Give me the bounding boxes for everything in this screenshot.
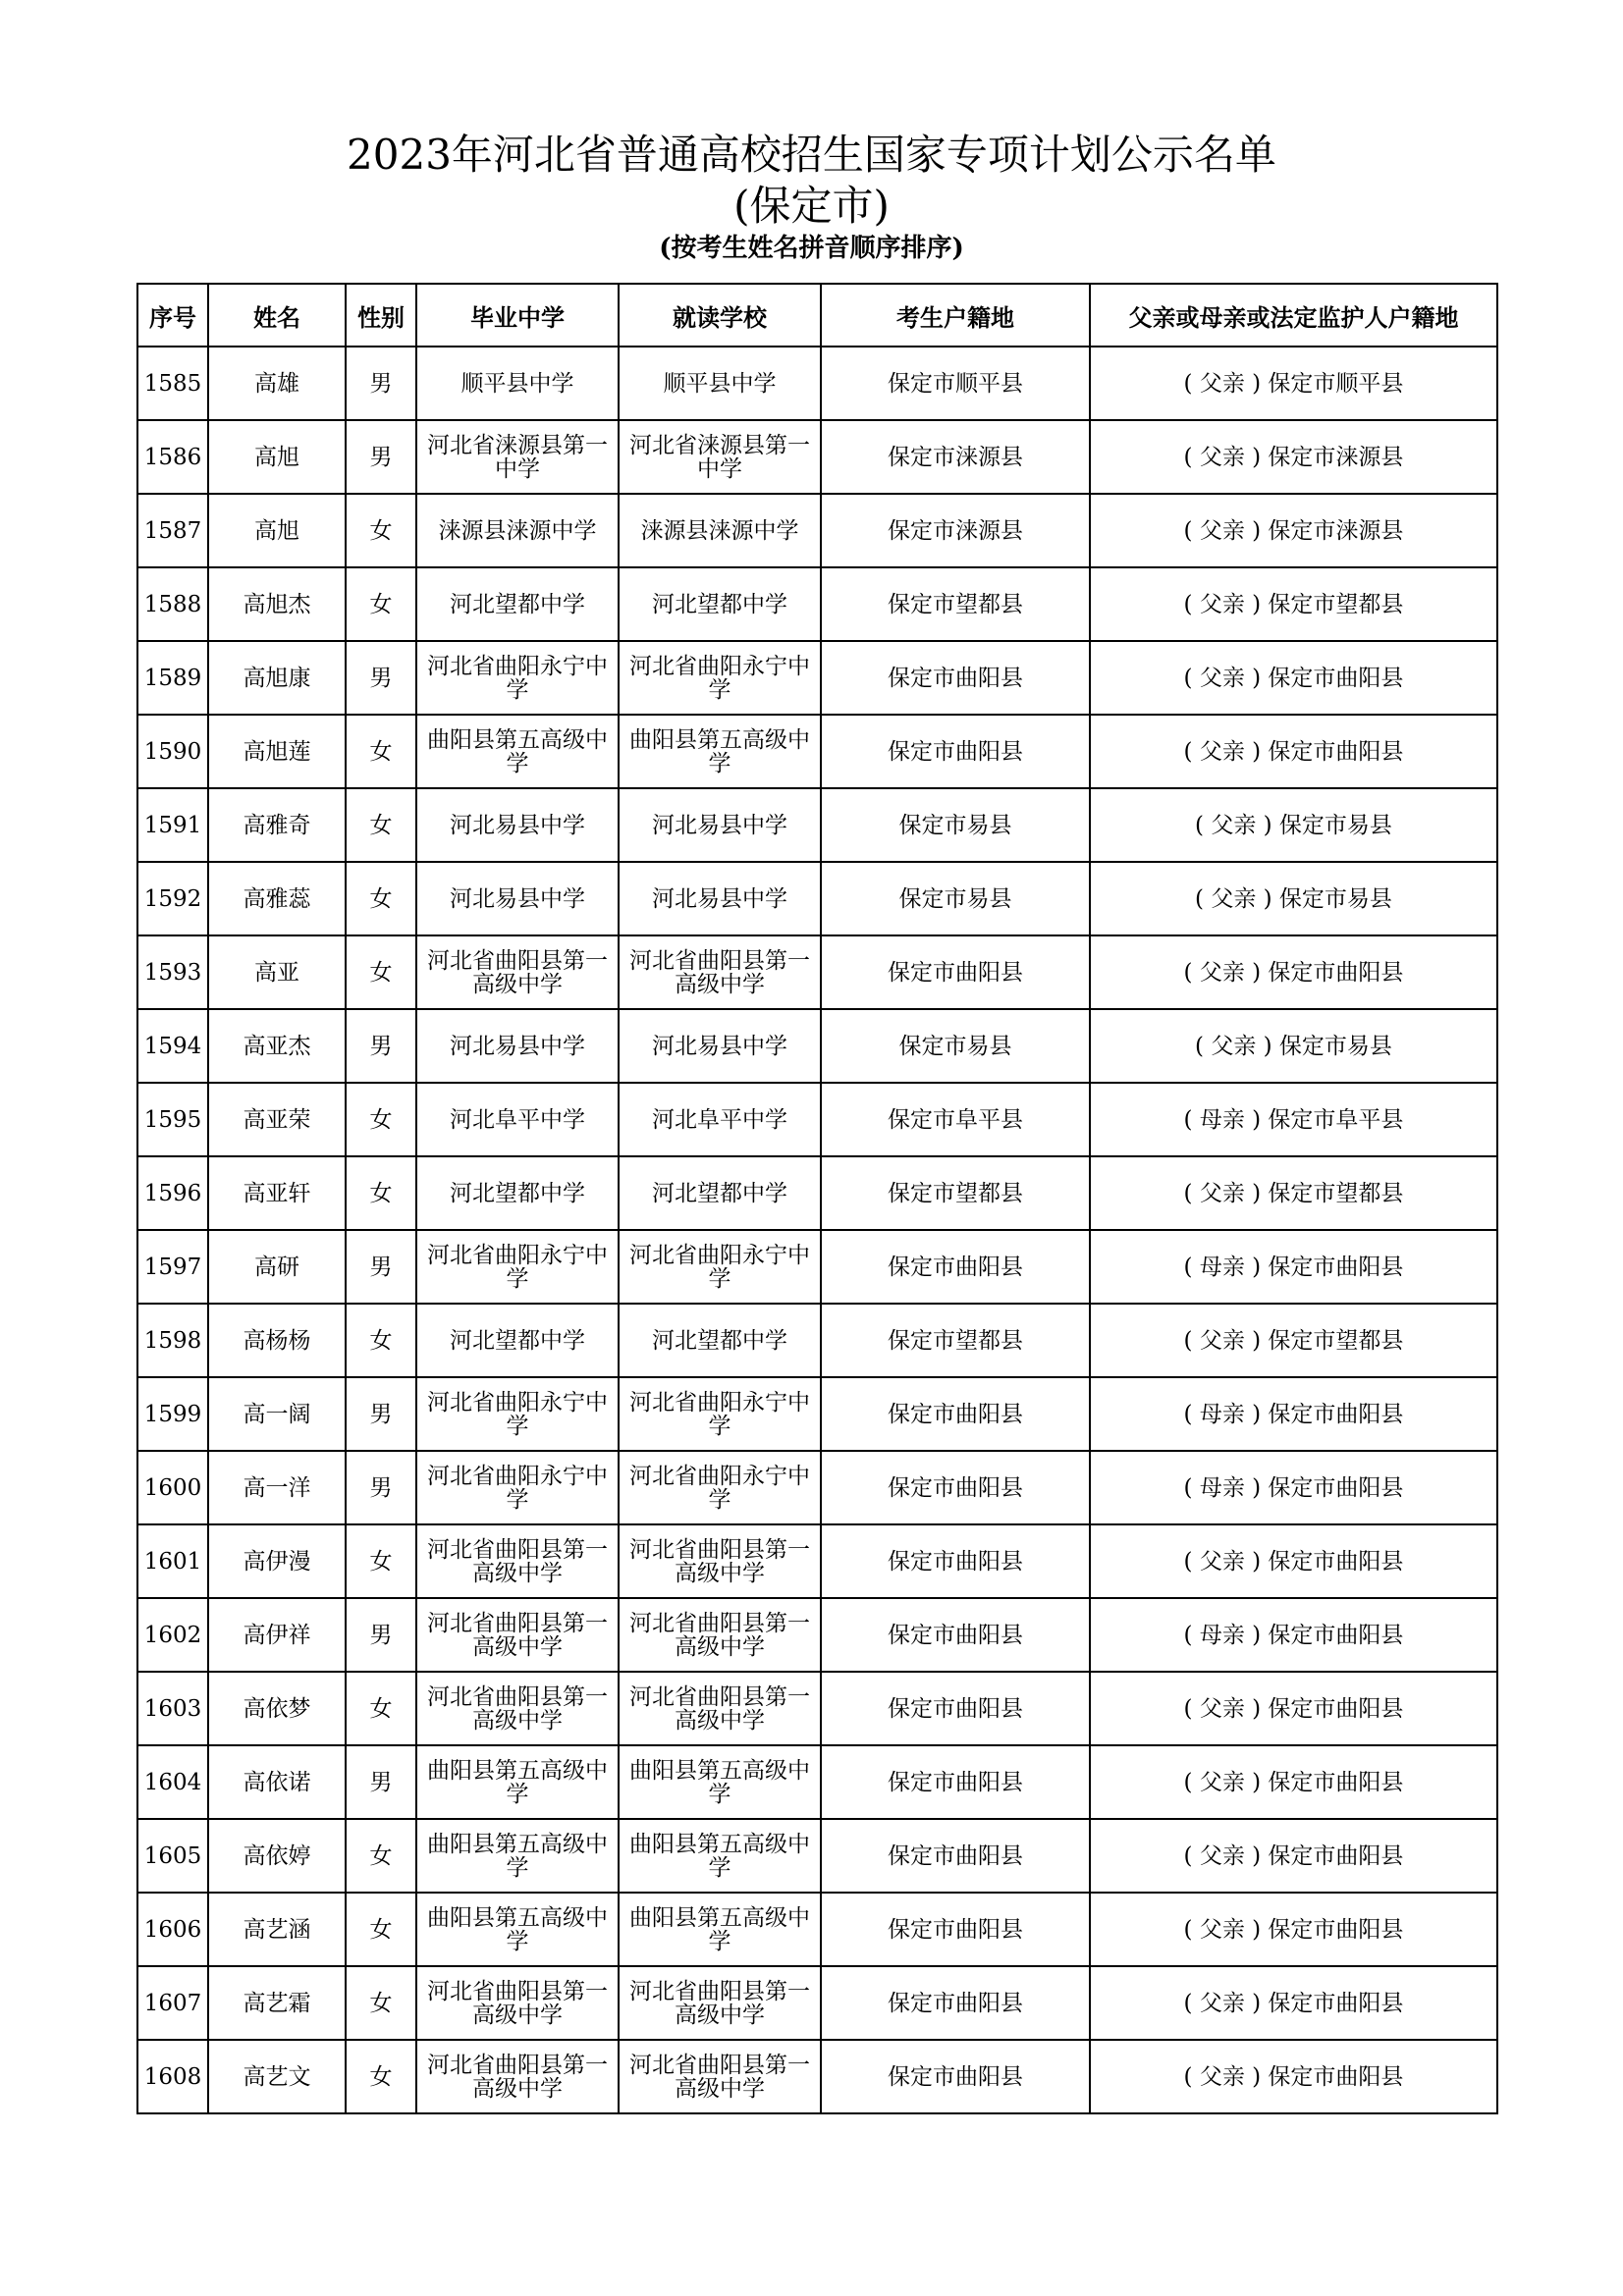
header-gender: 性别 <box>346 284 416 347</box>
table-row <box>137 1819 1497 1893</box>
graduated-school-cell: 河北省曲阳县第一高级中学 <box>416 935 619 1009</box>
seq-cell: 1591 <box>137 788 208 862</box>
household-cell: 保定市曲阳县 <box>821 1230 1090 1304</box>
current-school-cell: 河北省曲阳县第一高级中学 <box>619 935 821 1009</box>
table-row <box>137 1377 1497 1451</box>
seq-cell: 1588 <box>137 567 208 641</box>
household-cell: 保定市望都县 <box>821 1304 1090 1377</box>
graduated-school-cell: 曲阳县第五高级中学 <box>416 1745 619 1819</box>
table-row <box>137 641 1497 715</box>
gender-cell: 男 <box>346 1598 416 1672</box>
guardian-household-cell: ( 父亲 ) 保定市易县 <box>1090 1009 1497 1083</box>
graduated-school-cell: 河北易县中学 <box>416 862 619 935</box>
name-cell: 高杨杨 <box>208 1304 346 1377</box>
gender-cell: 男 <box>346 1230 416 1304</box>
guardian-household-cell: ( 父亲 ) 保定市曲阳县 <box>1090 715 1497 788</box>
guardian-household-cell: ( 父亲 ) 保定市望都县 <box>1090 1156 1497 1230</box>
household-cell: 保定市易县 <box>821 862 1090 935</box>
household-cell: 保定市望都县 <box>821 1156 1090 1230</box>
name-cell: 高艺霜 <box>208 1966 346 2040</box>
current-school-cell: 顺平县中学 <box>619 347 821 420</box>
guardian-household-cell: ( 母亲 ) 保定市曲阳县 <box>1090 1598 1497 1672</box>
graduated-school-cell: 河北易县中学 <box>416 788 619 862</box>
seq-cell: 1593 <box>137 935 208 1009</box>
graduated-school-cell: 河北省曲阳县第一高级中学 <box>416 2040 619 2113</box>
gender-cell: 男 <box>346 1377 416 1451</box>
guardian-household-cell: ( 父亲 ) 保定市曲阳县 <box>1090 1524 1497 1598</box>
seq-cell: 1586 <box>137 420 208 494</box>
table-row <box>137 347 1497 420</box>
table-row <box>137 715 1497 788</box>
table-row <box>137 1156 1497 1230</box>
gender-cell: 男 <box>346 1009 416 1083</box>
guardian-household-cell: ( 母亲 ) 保定市曲阳县 <box>1090 1377 1497 1451</box>
name-cell: 高旭莲 <box>208 715 346 788</box>
current-school-cell: 曲阳县第五高级中学 <box>619 1819 821 1893</box>
name-cell: 高伊祥 <box>208 1598 346 1672</box>
name-cell: 高艺涵 <box>208 1893 346 1966</box>
table-row <box>137 1598 1497 1672</box>
graduated-school-cell: 河北望都中学 <box>416 1304 619 1377</box>
name-cell: 高艺文 <box>208 2040 346 2113</box>
guardian-household-cell: ( 父亲 ) 保定市曲阳县 <box>1090 935 1497 1009</box>
household-cell: 保定市曲阳县 <box>821 641 1090 715</box>
guardian-household-cell: ( 父亲 ) 保定市曲阳县 <box>1090 1672 1497 1745</box>
current-school-cell: 河北省曲阳县第一高级中学 <box>619 1672 821 1745</box>
table-row <box>137 935 1497 1009</box>
gender-cell: 男 <box>346 347 416 420</box>
name-cell: 高一阔 <box>208 1377 346 1451</box>
household-cell: 保定市曲阳县 <box>821 1377 1090 1451</box>
name-cell: 高亚轩 <box>208 1156 346 1230</box>
table-header <box>137 284 1497 347</box>
household-cell: 保定市曲阳县 <box>821 1451 1090 1524</box>
seq-cell: 1606 <box>137 1893 208 1966</box>
gender-cell: 男 <box>346 1451 416 1524</box>
seq-cell: 1603 <box>137 1672 208 1745</box>
header-graduated-school: 毕业中学 <box>416 284 619 347</box>
current-school-cell: 曲阳县第五高级中学 <box>619 1893 821 1966</box>
table-row <box>137 1745 1497 1819</box>
current-school-cell: 河北望都中学 <box>619 567 821 641</box>
household-cell: 保定市曲阳县 <box>821 935 1090 1009</box>
graduated-school-cell: 河北省曲阳永宁中学 <box>416 1451 619 1524</box>
name-cell: 高伊漫 <box>208 1524 346 1598</box>
gender-cell: 女 <box>346 1819 416 1893</box>
graduated-school-cell: 曲阳县第五高级中学 <box>416 1819 619 1893</box>
gender-cell: 女 <box>346 862 416 935</box>
guardian-household-cell: ( 父亲 ) 保定市曲阳县 <box>1090 1966 1497 2040</box>
name-cell: 高依诺 <box>208 1745 346 1819</box>
current-school-cell: 河北省曲阳县第一高级中学 <box>619 2040 821 2113</box>
seq-cell: 1589 <box>137 641 208 715</box>
current-school-cell: 曲阳县第五高级中学 <box>619 1745 821 1819</box>
current-school-cell: 河北省涞源县第一中学 <box>619 420 821 494</box>
household-cell: 保定市曲阳县 <box>821 1819 1090 1893</box>
gender-cell: 女 <box>346 788 416 862</box>
seq-cell: 1594 <box>137 1009 208 1083</box>
graduated-school-cell: 曲阳县第五高级中学 <box>416 715 619 788</box>
gender-cell: 男 <box>346 420 416 494</box>
seq-cell: 1599 <box>137 1377 208 1451</box>
gender-cell: 男 <box>346 641 416 715</box>
seq-cell: 1605 <box>137 1819 208 1893</box>
guardian-household-cell: ( 父亲 ) 保定市易县 <box>1090 788 1497 862</box>
seq-cell: 1597 <box>137 1230 208 1304</box>
seq-cell: 1587 <box>137 494 208 567</box>
household-cell: 保定市涞源县 <box>821 420 1090 494</box>
gender-cell: 女 <box>346 1966 416 2040</box>
gender-cell: 女 <box>346 1893 416 1966</box>
table-row <box>137 1672 1497 1745</box>
graduated-school-cell: 河北省曲阳永宁中学 <box>416 1377 619 1451</box>
seq-cell: 1585 <box>137 347 208 420</box>
seq-cell: 1604 <box>137 1745 208 1819</box>
header-household: 考生户籍地 <box>821 284 1090 347</box>
header-seq: 序号 <box>137 284 208 347</box>
current-school-cell: 河北望都中学 <box>619 1156 821 1230</box>
guardian-household-cell: ( 母亲 ) 保定市曲阳县 <box>1090 1230 1497 1304</box>
table-row <box>137 1893 1497 1966</box>
household-cell: 保定市曲阳县 <box>821 1745 1090 1819</box>
current-school-cell: 河北阜平中学 <box>619 1083 821 1156</box>
gender-cell: 女 <box>346 494 416 567</box>
household-cell: 保定市曲阳县 <box>821 2040 1090 2113</box>
guardian-household-cell: ( 父亲 ) 保定市涞源县 <box>1090 494 1497 567</box>
gender-cell: 女 <box>346 1083 416 1156</box>
header-current-school: 就读学校 <box>619 284 821 347</box>
table-row <box>137 1009 1497 1083</box>
name-cell: 高旭 <box>208 420 346 494</box>
table-body <box>137 347 1497 2113</box>
table-row <box>137 1966 1497 2040</box>
gender-cell: 女 <box>346 1672 416 1745</box>
graduated-school-cell: 河北省涞源县第一中学 <box>416 420 619 494</box>
current-school-cell: 河北省曲阳县第一高级中学 <box>619 1598 821 1672</box>
graduated-school-cell: 河北省曲阳县第一高级中学 <box>416 1598 619 1672</box>
table-row <box>137 420 1497 494</box>
household-cell: 保定市曲阳县 <box>821 715 1090 788</box>
seq-cell: 1596 <box>137 1156 208 1230</box>
gender-cell: 女 <box>346 935 416 1009</box>
graduated-school-cell: 河北省曲阳永宁中学 <box>416 641 619 715</box>
household-cell: 保定市曲阳县 <box>821 1966 1090 2040</box>
current-school-cell: 河北省曲阳永宁中学 <box>619 641 821 715</box>
gender-cell: 女 <box>346 715 416 788</box>
household-cell: 保定市易县 <box>821 1009 1090 1083</box>
household-cell: 保定市曲阳县 <box>821 1672 1090 1745</box>
current-school-cell: 曲阳县第五高级中学 <box>619 715 821 788</box>
household-cell: 保定市涞源县 <box>821 494 1090 567</box>
name-cell: 高亚杰 <box>208 1009 346 1083</box>
current-school-cell: 河北易县中学 <box>619 788 821 862</box>
name-cell: 高亚 <box>208 935 346 1009</box>
graduated-school-cell: 河北省曲阳县第一高级中学 <box>416 1672 619 1745</box>
graduated-school-cell: 河北望都中学 <box>416 1156 619 1230</box>
current-school-cell: 河北省曲阳县第一高级中学 <box>619 1966 821 2040</box>
graduated-school-cell: 河北望都中学 <box>416 567 619 641</box>
seq-cell: 1595 <box>137 1083 208 1156</box>
household-cell: 保定市易县 <box>821 788 1090 862</box>
name-cell: 高一洋 <box>208 1451 346 1524</box>
guardian-household-cell: ( 父亲 ) 保定市易县 <box>1090 862 1497 935</box>
seq-cell: 1598 <box>137 1304 208 1377</box>
name-cell: 高雄 <box>208 347 346 420</box>
current-school-cell: 河北易县中学 <box>619 1009 821 1083</box>
gender-cell: 女 <box>346 1304 416 1377</box>
table-row <box>137 567 1497 641</box>
guardian-household-cell: ( 父亲 ) 保定市望都县 <box>1090 567 1497 641</box>
name-cell: 高旭 <box>208 494 346 567</box>
current-school-cell: 河北易县中学 <box>619 862 821 935</box>
guardian-household-cell: ( 父亲 ) 保定市曲阳县 <box>1090 1893 1497 1966</box>
graduated-school-cell: 河北省曲阳县第一高级中学 <box>416 1966 619 2040</box>
header-guardian-household: 父亲或母亲或法定监护人户籍地 <box>1090 284 1497 347</box>
document-title: 2023年河北省普通高校招生国家专项计划公示名单 <box>347 131 1276 179</box>
seq-cell: 1590 <box>137 715 208 788</box>
current-school-cell: 河北省曲阳永宁中学 <box>619 1451 821 1524</box>
header-name: 姓名 <box>208 284 346 347</box>
table-row <box>137 494 1497 567</box>
household-cell: 保定市曲阳县 <box>821 1893 1090 1966</box>
gender-cell: 女 <box>346 567 416 641</box>
household-cell: 保定市曲阳县 <box>821 1524 1090 1598</box>
current-school-cell: 涞源县涞源中学 <box>619 494 821 567</box>
table-row <box>137 1083 1497 1156</box>
seq-cell: 1600 <box>137 1451 208 1524</box>
name-cell: 高亚荣 <box>208 1083 346 1156</box>
table-row <box>137 862 1497 935</box>
name-cell: 高依梦 <box>208 1672 346 1745</box>
table-row <box>137 788 1497 862</box>
gender-cell: 女 <box>346 2040 416 2113</box>
name-cell: 高研 <box>208 1230 346 1304</box>
graduated-school-cell: 河北省曲阳县第一高级中学 <box>416 1524 619 1598</box>
current-school-cell: 河北省曲阳永宁中学 <box>619 1230 821 1304</box>
guardian-household-cell: ( 母亲 ) 保定市曲阳县 <box>1090 1451 1497 1524</box>
graduated-school-cell: 河北阜平中学 <box>416 1083 619 1156</box>
graduated-school-cell: 顺平县中学 <box>416 347 619 420</box>
guardian-household-cell: ( 父亲 ) 保定市顺平县 <box>1090 347 1497 420</box>
gender-cell: 男 <box>346 1745 416 1819</box>
household-cell: 保定市阜平县 <box>821 1083 1090 1156</box>
header-row <box>137 284 1497 347</box>
table-row <box>137 1524 1497 1598</box>
guardian-household-cell: ( 父亲 ) 保定市望都县 <box>1090 1304 1497 1377</box>
name-cell: 高雅奇 <box>208 788 346 862</box>
gender-cell: 女 <box>346 1524 416 1598</box>
seq-cell: 1592 <box>137 862 208 935</box>
seq-cell: 1608 <box>137 2040 208 2113</box>
guardian-household-cell: ( 父亲 ) 保定市涞源县 <box>1090 420 1497 494</box>
guardian-household-cell: ( 父亲 ) 保定市曲阳县 <box>1090 2040 1497 2113</box>
roster-table <box>136 283 1498 2114</box>
household-cell: 保定市顺平县 <box>821 347 1090 420</box>
graduated-school-cell: 涞源县涞源中学 <box>416 494 619 567</box>
table-row <box>137 1304 1497 1377</box>
document-subtitle: (保定市) <box>733 182 890 230</box>
gender-cell: 女 <box>346 1156 416 1230</box>
graduated-school-cell: 曲阳县第五高级中学 <box>416 1893 619 1966</box>
name-cell: 高依婷 <box>208 1819 346 1893</box>
seq-cell: 1602 <box>137 1598 208 1672</box>
sort-note: (按考生姓名拼音顺序排序) <box>659 234 964 263</box>
seq-cell: 1601 <box>137 1524 208 1598</box>
name-cell: 高旭杰 <box>208 567 346 641</box>
graduated-school-cell: 河北省曲阳永宁中学 <box>416 1230 619 1304</box>
current-school-cell: 河北望都中学 <box>619 1304 821 1377</box>
household-cell: 保定市曲阳县 <box>821 1598 1090 1672</box>
name-cell: 高雅蕊 <box>208 862 346 935</box>
guardian-household-cell: ( 父亲 ) 保定市曲阳县 <box>1090 1819 1497 1893</box>
current-school-cell: 河北省曲阳县第一高级中学 <box>619 1524 821 1598</box>
name-cell: 高旭康 <box>208 641 346 715</box>
seq-cell: 1607 <box>137 1966 208 2040</box>
table-row <box>137 1230 1497 1304</box>
table-row <box>137 1451 1497 1524</box>
current-school-cell: 河北省曲阳永宁中学 <box>619 1377 821 1451</box>
graduated-school-cell: 河北易县中学 <box>416 1009 619 1083</box>
guardian-household-cell: ( 母亲 ) 保定市阜平县 <box>1090 1083 1497 1156</box>
table-row <box>137 2040 1497 2113</box>
guardian-household-cell: ( 父亲 ) 保定市曲阳县 <box>1090 1745 1497 1819</box>
household-cell: 保定市望都县 <box>821 567 1090 641</box>
guardian-household-cell: ( 父亲 ) 保定市曲阳县 <box>1090 641 1497 715</box>
